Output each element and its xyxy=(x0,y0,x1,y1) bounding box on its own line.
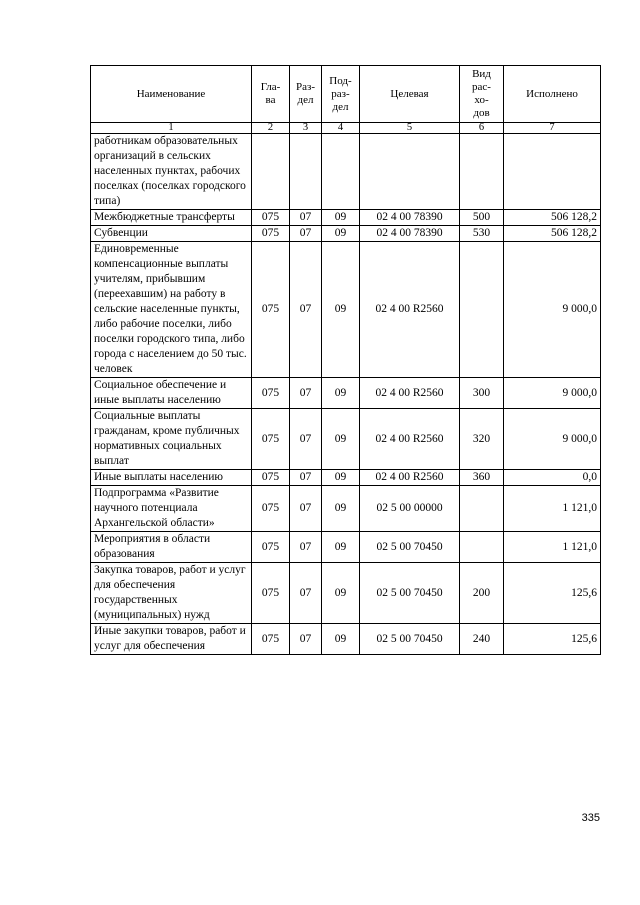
table-row xyxy=(91,409,601,470)
row-executed: 9 000,0 xyxy=(504,242,601,378)
row-subsection: 09 xyxy=(322,378,360,409)
row-section xyxy=(290,134,322,210)
row-executed: 506 128,2 xyxy=(504,210,601,226)
row-subsection xyxy=(322,134,360,210)
row-section: 07 xyxy=(290,624,322,655)
row-subsection: 09 xyxy=(322,210,360,226)
row-target: 02 4 00 78390 xyxy=(360,210,460,226)
row-expense-type: 240 xyxy=(460,624,504,655)
header-subsection: Под- раз- дел xyxy=(322,66,360,123)
column-number: 7 xyxy=(504,123,601,134)
row-target: 02 4 00 R2560 xyxy=(360,242,460,378)
row-executed xyxy=(504,134,601,210)
row-subsection: 09 xyxy=(322,624,360,655)
row-chapter: 075 xyxy=(252,486,290,532)
column-number: 4 xyxy=(322,123,360,134)
table-row xyxy=(91,532,601,563)
row-executed: 125,6 xyxy=(504,624,601,655)
row-executed: 9 000,0 xyxy=(504,378,601,409)
row-chapter: 075 xyxy=(252,624,290,655)
row-executed: 1 121,0 xyxy=(504,532,601,563)
row-target: 02 5 00 00000 xyxy=(360,486,460,532)
row-chapter: 075 xyxy=(252,242,290,378)
row-section: 07 xyxy=(290,563,322,624)
table-row xyxy=(91,378,601,409)
row-section: 07 xyxy=(290,486,322,532)
row-subsection: 09 xyxy=(322,486,360,532)
row-name: Социальные выплаты гражданам, кроме публичных нормативных социальных выплат xyxy=(91,409,252,470)
budget-execution-table xyxy=(90,65,601,655)
row-name: Субвенции xyxy=(91,226,252,242)
header-chapter: Гла- ва xyxy=(252,66,290,123)
row-subsection: 09 xyxy=(322,470,360,486)
row-section: 07 xyxy=(290,226,322,242)
row-target: 02 5 00 70450 xyxy=(360,532,460,563)
column-number-row xyxy=(91,123,601,134)
row-chapter: 075 xyxy=(252,470,290,486)
table-row xyxy=(91,210,601,226)
header-name: Наименование xyxy=(91,66,252,123)
header-section: Раз- дел xyxy=(290,66,322,123)
row-target: 02 4 00 R2560 xyxy=(360,378,460,409)
row-section: 07 xyxy=(290,409,322,470)
row-expense-type xyxy=(460,532,504,563)
column-number: 3 xyxy=(290,123,322,134)
row-expense-type: 360 xyxy=(460,470,504,486)
row-expense-type: 530 xyxy=(460,226,504,242)
row-target: 02 5 00 70450 xyxy=(360,624,460,655)
column-number: 5 xyxy=(360,123,460,134)
row-subsection: 09 xyxy=(322,242,360,378)
row-section: 07 xyxy=(290,470,322,486)
row-section: 07 xyxy=(290,242,322,378)
row-chapter: 075 xyxy=(252,409,290,470)
column-number: 2 xyxy=(252,123,290,134)
row-name: Закупка товаров, работ и услуг для обеспечения государственных (муниципальных) нужд xyxy=(91,563,252,624)
row-chapter: 075 xyxy=(252,378,290,409)
table-row xyxy=(91,563,601,624)
table-row xyxy=(91,486,601,532)
row-expense-type: 200 xyxy=(460,563,504,624)
row-section: 07 xyxy=(290,378,322,409)
header-executed: Исполнено xyxy=(504,66,601,123)
table-row xyxy=(91,134,601,210)
header-expense-type: Вид рас- хо- дов xyxy=(460,66,504,123)
row-expense-type xyxy=(460,242,504,378)
row-target: 02 5 00 70450 xyxy=(360,563,460,624)
row-chapter: 075 xyxy=(252,532,290,563)
table-row xyxy=(91,624,601,655)
row-expense-type xyxy=(460,134,504,210)
row-name: Мероприятия в области образования xyxy=(91,532,252,563)
row-section: 07 xyxy=(290,532,322,563)
row-subsection: 09 xyxy=(322,532,360,563)
table-row xyxy=(91,242,601,378)
table-row xyxy=(91,470,601,486)
column-number: 1 xyxy=(91,123,252,134)
row-target: 02 4 00 R2560 xyxy=(360,470,460,486)
row-section: 07 xyxy=(290,210,322,226)
row-chapter: 075 xyxy=(252,226,290,242)
row-name: Межбюджетные трансферты xyxy=(91,210,252,226)
row-name: Иные закупки товаров, работ и услуг для обеспечения xyxy=(91,624,252,655)
row-expense-type: 500 xyxy=(460,210,504,226)
row-target xyxy=(360,134,460,210)
row-expense-type: 320 xyxy=(460,409,504,470)
row-name: Единовременные компенсационные выплаты учителям, прибывшим (переехавшим) на работу в сельские населенные пункты, либо рабочие поселки, либо поселки городского типа, либо города с населением до 50 тыс. человек xyxy=(91,242,252,378)
row-subsection: 09 xyxy=(322,563,360,624)
header-target: Целевая xyxy=(360,66,460,123)
row-name: Социальное обеспечение и иные выплаты населению xyxy=(91,378,252,409)
row-executed: 125,6 xyxy=(504,563,601,624)
row-subsection: 09 xyxy=(322,409,360,470)
column-number: 6 xyxy=(460,123,504,134)
row-executed: 506 128,2 xyxy=(504,226,601,242)
table-row xyxy=(91,226,601,242)
page-number: 335 xyxy=(581,812,600,824)
row-subsection: 09 xyxy=(322,226,360,242)
row-expense-type xyxy=(460,486,504,532)
row-chapter: 075 xyxy=(252,563,290,624)
row-chapter: 075 xyxy=(252,210,290,226)
row-target: 02 4 00 78390 xyxy=(360,226,460,242)
table-header-row xyxy=(91,66,601,123)
row-target: 02 4 00 R2560 xyxy=(360,409,460,470)
row-executed: 1 121,0 xyxy=(504,486,601,532)
row-name: Иные выплаты населению xyxy=(91,470,252,486)
row-chapter xyxy=(252,134,290,210)
row-executed: 9 000,0 xyxy=(504,409,601,470)
row-name: работникам образовательных организаций в сельских населенных пунктах, рабочих поселках (поселках городского типа) xyxy=(91,134,252,210)
row-name: Подпрограмма «Развитие научного потенциала Архангельской области» xyxy=(91,486,252,532)
row-expense-type: 300 xyxy=(460,378,504,409)
row-executed: 0,0 xyxy=(504,470,601,486)
